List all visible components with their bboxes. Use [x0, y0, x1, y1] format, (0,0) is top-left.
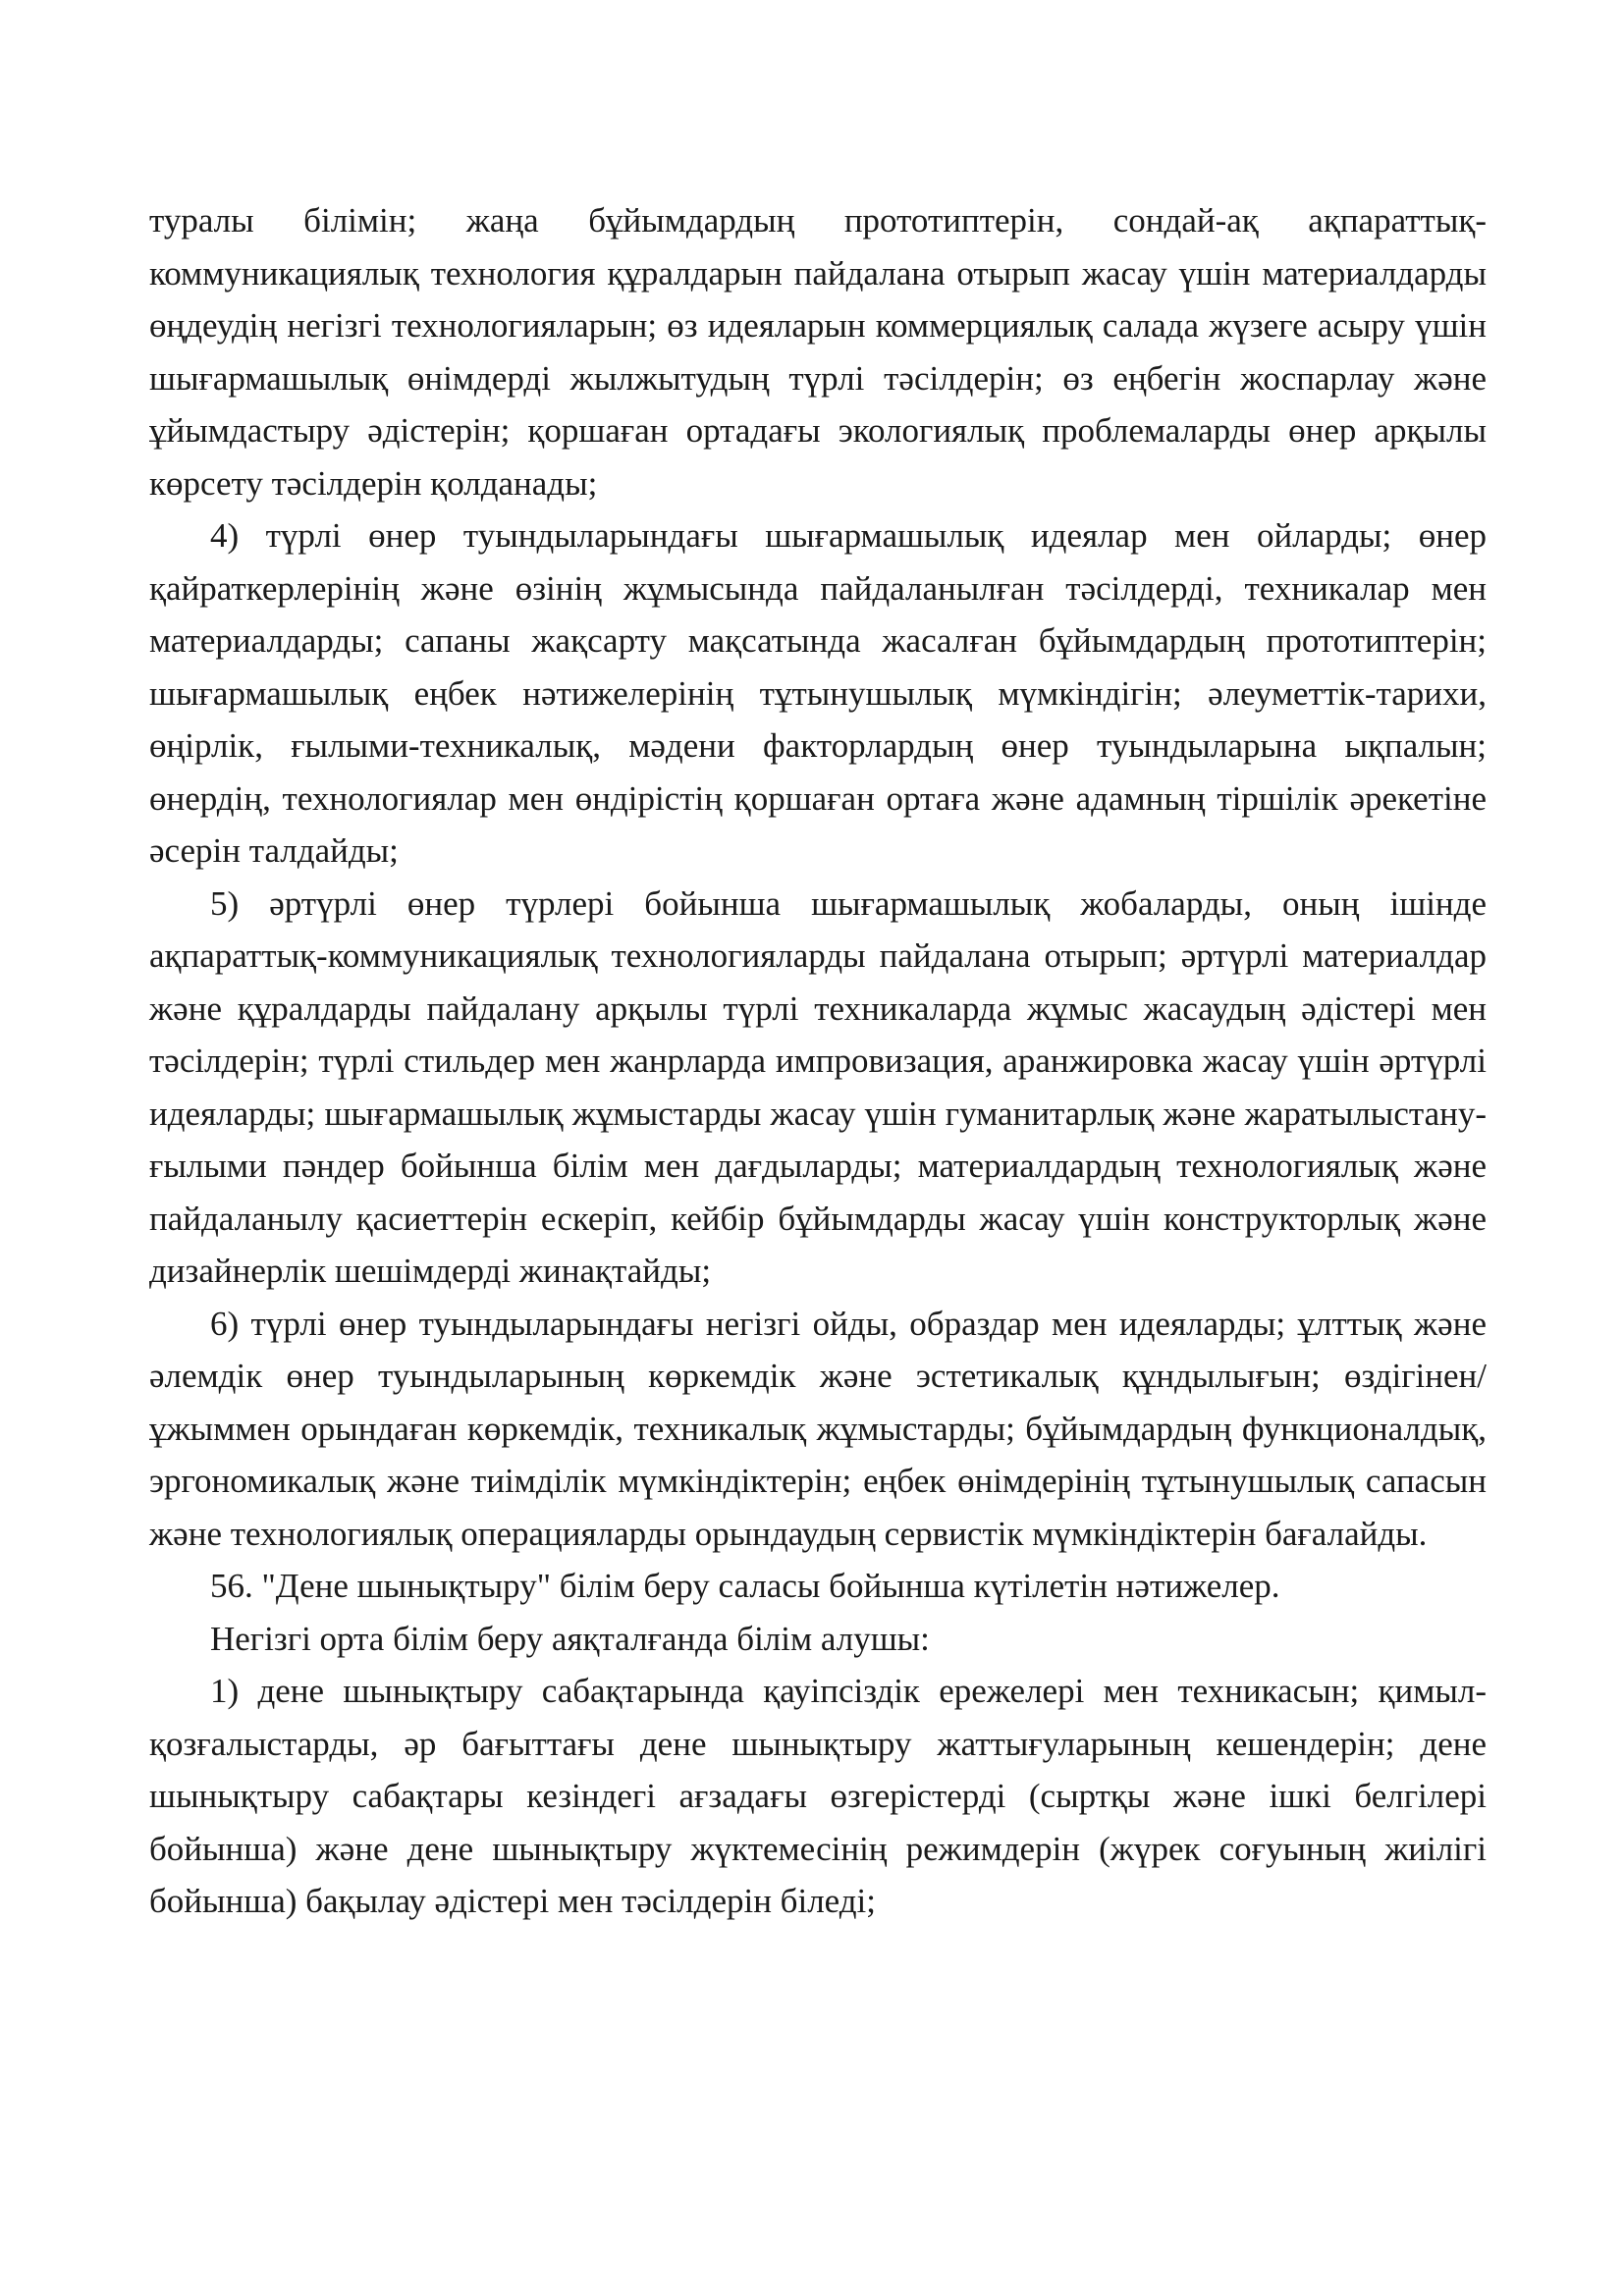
paragraph-continuation: туралы білімін; жаңа бұйымдардың прототиптерін, сондай-ақ ақпараттық-коммуникациялық технология құралдарын пайдалана отырып жасау үшін материалдарды өңдеудің негізгі технологияларын; өз идеяларын коммерциялық салада жүзеге асыру үшін шығармашылық өнімдерді жылжытудың түрлі тәсілдерін; өз еңбегін жоспарлау және ұйымдастыру әдістерін; қоршаған ортадағы экологиялық проблемаларды өнер арқылы көрсету тәсілдерін қолданады;: [149, 201, 1487, 503]
paragraph-item-1: 1) дене шынықтыру сабақтарында қауіпсіздік ережелері мен техникасын; қимыл-қозғалыстарды, әр бағыттағы дене шынықтыру жаттығуларының кешендерін; дене шынықтыру сабақтары кезіндегі ағзадағы өзгерістерді (сыртқы және ішкі белгілері бойынша) және дене шынықтыру жүктемесінің режимдерін (жүрек соғуының жиілігі бойынша) бақылау әдістері мен тәсілдерін біледі;: [149, 1672, 1487, 1920]
paragraph-item-5: 5) әртүрлі өнер түрлері бойынша шығармашылық жобаларды, оның ішінде ақпараттық-коммуникациялық технологияларды пайдалана отырып; әртүрлі материалдар және құралдарды пайдалану арқылы түрлі техникаларда жұмыс жасаудың әдістері мен тәсілдерін; түрлі стильдер мен жанрларда импровизация, аранжировка жасау үшін әртүрлі идеяларды; шығармашылық жұмыстарды жасау үшін гуманитарлық және жаратылыстану-ғылыми пәндер бойынша білім мен дағдыларды; материалдардың технологиялық және пайдаланылу қасиеттерін ескеріп, кейбір бұйымдарды жасау үшін конструкторлық және дизайнерлік шешімдерді жинақтайды;: [149, 883, 1487, 1290]
paragraph-intro: Негізгі орта білім беру аяқталғанда білім алушы:: [210, 1619, 930, 1658]
section-heading-56: 56. "Дене шынықтыру" білім беру саласы бойынша күтілетін нәтижелер.: [210, 1567, 1280, 1605]
paragraph-item-4: 4) түрлі өнер туындыларындағы шығармашылық идеялар мен ойларды; өнер қайраткерлерінің және өзінің жұмысында пайдаланылған тәсілдерді, техникалар мен материалдарды; сапаны жақсарту мақсатында жасалған бұйымдардың прототиптерін; шығармашылық еңбек нәтижелерінің тұтынушылық мүмкіндігін; әлеуметтік-тарихи, өңірлік, ғылыми-техникалық, мәдени факторлардың өнер туындыларына ықпалын; өнердің, технологиялар мен өндірістің қоршаған ортаға және адамның тіршілік әрекетіне әсерін талдайды;: [149, 516, 1487, 870]
paragraph-item-6: 6) түрлі өнер туындыларындағы негізгі ойды, образдар мен идеяларды; ұлттық және әлемдік өнер туындыларының көркемдік және эстетикалық құндылығын; өздігінен/ұжыммен орындаған көркемдік, техникалық жұмыстарды; бұйымдардың функционалдық, эргономикалық және тиімділік мүмкіндіктерін; еңбек өнімдерінің тұтынушылық сапасын және технологиялық операцияларды орындаудың сервистік мүмкіндіктерін бағалайды.: [149, 1304, 1487, 1553]
document-page: [149, 194, 1487, 1928]
